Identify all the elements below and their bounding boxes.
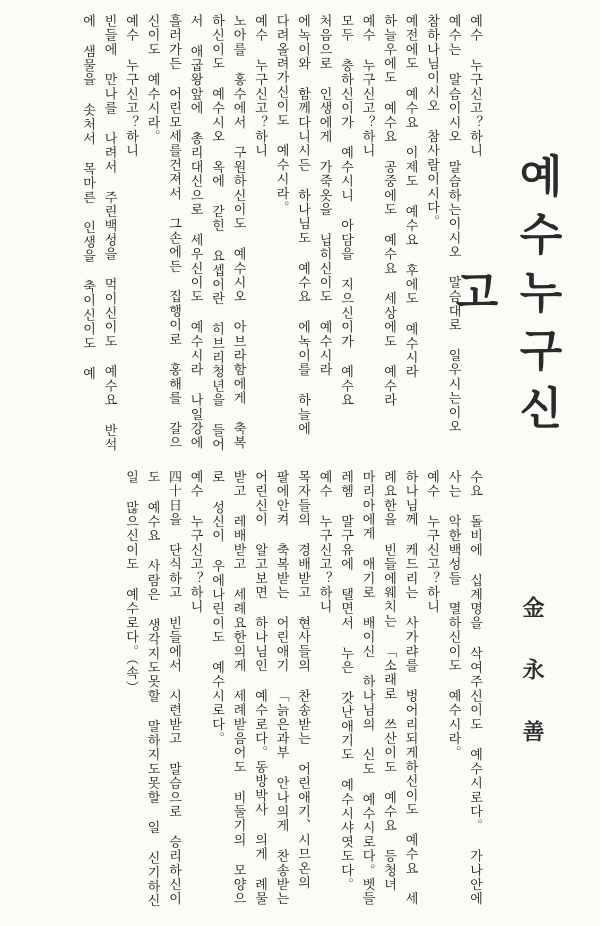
paragraph: 에녹이와 함께다니시든 하나님도 예수요 에녹이를 하늘에 다려올려가신이도 예수시라。 — [273, 14, 310, 436]
article-title: 예수누구신고 — [447, 153, 562, 443]
article-body-top — [10, 14, 485, 454]
paragraph: 하늘우에도 예수요 공중에도 예수요 세상에도 예수라 — [381, 14, 396, 408]
paragraph: 예전에도 예수요 이제도 예수요 후에도 예수시라 — [402, 14, 418, 379]
article-body-bottom — [10, 470, 485, 916]
paragraph: 四十日을 단식하고 빈들에서 시련받고 말슴으로 승리하신이도 예수요 사람은 생각지도못할 말하지도못할 일 신기하신일 많으신이도 예수로다。（속） — [123, 470, 181, 908]
paragraph: 빈들에 만나를 나려서 주린백성을 먹이신이도 예수요 반석에 샘물을 솟처서 목마른 인생을 축이신이도 예 — [80, 14, 117, 452]
paragraph: 모두 충하신이가 예수시니 아담을 지으신이가 예수요 — [338, 14, 353, 408]
paragraph: 예수는 말슴이시오 말슴하는이시오 말슴대로 일우시는이오 참하나님이시오 참사람이시다。 — [424, 14, 461, 434]
paragraph: 수요 돌비에 십계명을 삭여주신이도 예수시로다。 가나안에사는 악한백성들 멸하신이도 예수시라。 — [445, 470, 482, 906]
paragraph: 예수 누구신고？하니 — [123, 14, 138, 158]
article-author: 金永善 — [519, 596, 545, 782]
block-divider — [0, 460, 495, 461]
paragraph: 목자들의 경배받고 현사들의 찬송받는 어린애기、시므온의 팔에안켜 축복받는 어린애기 「늙은과부 안나의게 찬송받는 어린신이 알고보면 하나님인 예수로다。동방박사 의게 례물받고 레배받고 세례요한의게 세례받음어도 비둘기의 모양으로 성신이 우에나린이도 예수시로다。 — [209, 470, 310, 906]
paragraph: 처음으로 인생에게 가죽옷을 닙히신이도 예수시라 — [316, 14, 332, 377]
paragraph: 예수 누구신고？하니 — [359, 14, 375, 158]
paragraph: 예수 누구신고？하니 — [467, 14, 482, 158]
paragraph: 노아를 홍수에서 구원하신이도 예수시오 아브라함에게 축복하신이도 예수시오 옥에 갇힌 요셉이란 히브리청년을 들어서 애굽왕앞에 총리대신으로 세우신이도 예수시라 나일강에 흘러가든 어린모세를건져서 그손에든 집행이로 홍해를 갈으신이도 예수시라。 — [144, 14, 246, 452]
paragraph: 예수 누구신고？하니 — [252, 14, 267, 158]
paragraph: 하나님께 케드리는 사가랴를 벙어리되게하신이도 예수요 세례요한을 빈들에웨치는 「소래로 쓰산이도 예수요 등청녀 마리아에게 애기로 배이신 하나님의 신도 예수시로다。벳들레헴 말구유에 탤면서 누은 갓난애기도 예수시샤엿도다。 — [338, 470, 418, 906]
paragraph: 예수 누구신고？하니 — [316, 470, 332, 614]
paragraph: 예수 누구신고？하니 — [187, 470, 203, 614]
paragraph: 예수 누구신고？하니 — [424, 470, 439, 614]
